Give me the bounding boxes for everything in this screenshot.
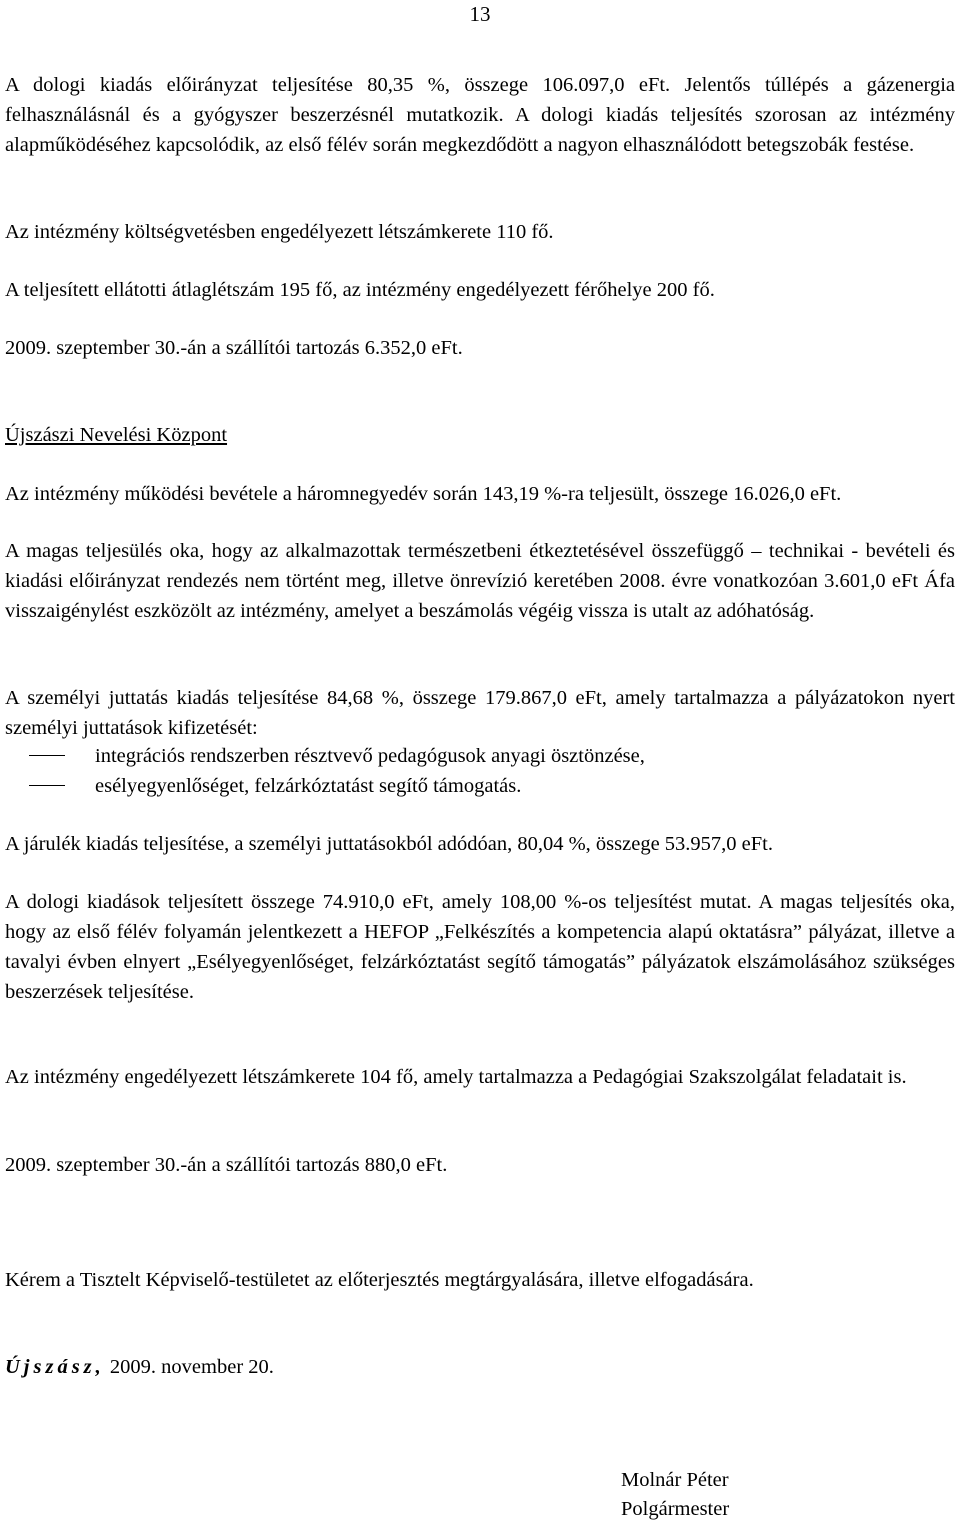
paragraph-szallitoi-tartozas: 2009. szeptember 30.-án a szállítói tartozás 6.352,0 eFt.	[5, 337, 463, 359]
paragraph-dologi-kiadas: A dologi kiadás előirányzat teljesítése 80,35 %, összege 106.097,0 eFt. Jelentős túllépés a gázenergia felhasználásnál és a gyógyszer beszerzésnél mutatkozik. A dologi kiadás teljesítés szorosan az intézmény alapműködéséhez kapcsolódik, az első félév során megkezdődött a nagyon elhasználódott betegszobák festése.	[5, 74, 955, 156]
dash-bullet-icon	[29, 755, 65, 756]
signature-block	[621, 1466, 729, 1524]
place-date-line	[5, 1352, 955, 1382]
date: 2009. november 20.	[109, 1356, 274, 1378]
dash-bullet-icon	[29, 785, 65, 786]
paragraph-letszamkeret: Az intézmény költségvetésben engedélyezett létszámkerete 110 fő.	[5, 221, 554, 243]
paragraph-szallitoi-tartozas-880: 2009. szeptember 30.-án a szállítói tartozás 880,0 eFt.	[5, 1154, 448, 1176]
paragraph-atlaglétszam: A teljesített ellátotti átlaglétszám 195 fő, az intézmény engedélyezett férőhelye 200 fő.	[5, 279, 715, 301]
signer-title: Polgármester	[621, 1498, 730, 1520]
paragraph-dologi-kiadasok: A dologi kiadások teljesített összege 74.910,0 eFt, amely 108,00 %-os teljesítést mutat. A magas teljesítés oka, hogy az első félév folyamán jelentkezett a HEFOP „Felkészítés a kompetencia alapú oktatásra” pályázat, illetve a tavalyi évben elnyert „Esélyegyenlőséget, felzárkóztatást segítő támogatás” pályázatok elszámolásához szükséges beszerzések teljesítése.	[5, 891, 955, 1003]
section-heading: Újszászi Nevelési Központ	[5, 424, 228, 446]
paragraph-magas-teljesules: A magas teljesülés oka, hogy az alkalmazottak természetbeni étkeztetésével összefüggő – technikai - bevételi és kiadási előirányzat rendezés nem történt meg, illetve önrevízió keretében 2008. évre vonatkozóan 3.601,0 eFt Áfa visszaigénylést eszközölt az intézmény, amelyet a beszámolás végéig vissza is utalt az adóhatóság.	[5, 540, 955, 622]
page-number: 13	[469, 2, 491, 26]
paragraph-szemelyi-juttatas: A személyi juttatás kiadás teljesítése 84,68 %, összege 179.867,0 eFt, amely tartalmazza a pályázatokon nyert személyi juttatások kifizetését:	[5, 687, 955, 739]
paragraph-mukodesi-bevetel: Az intézmény működési bevétele a háromnegyedév során 143,19 %-ra teljesült, összege 16.026,0 eFt.	[5, 483, 842, 505]
paragraph-letszamkeret-104: Az intézmény engedélyezett létszámkerete 104 fő, amely tartalmazza a Pedagógiai Szakszolgálat feladatait is.	[5, 1066, 907, 1088]
list-item	[5, 771, 955, 801]
signer-name: Molnár Péter	[621, 1469, 729, 1491]
closing-request: Kérem a Tisztelt Képviselő-testületet az előterjesztés megtárgyalására, illetve elfogadására.	[5, 1269, 754, 1291]
list-item	[5, 741, 955, 771]
list-item-text: integrációs rendszerben résztvevő pedagógusok anyagi ösztönzése,	[95, 745, 645, 767]
list-item-text: esélyegyenlőséget, felzárkóztatást segítő támogatás.	[95, 775, 522, 797]
paragraph-jarulek: A járulék kiadás teljesítése, a személyi juttatásokból adódóan, 80,04 %, összege 53.957,0 eFt.	[5, 833, 773, 855]
bullet-list	[5, 741, 955, 801]
place-name: Újszász,	[5, 1356, 105, 1378]
